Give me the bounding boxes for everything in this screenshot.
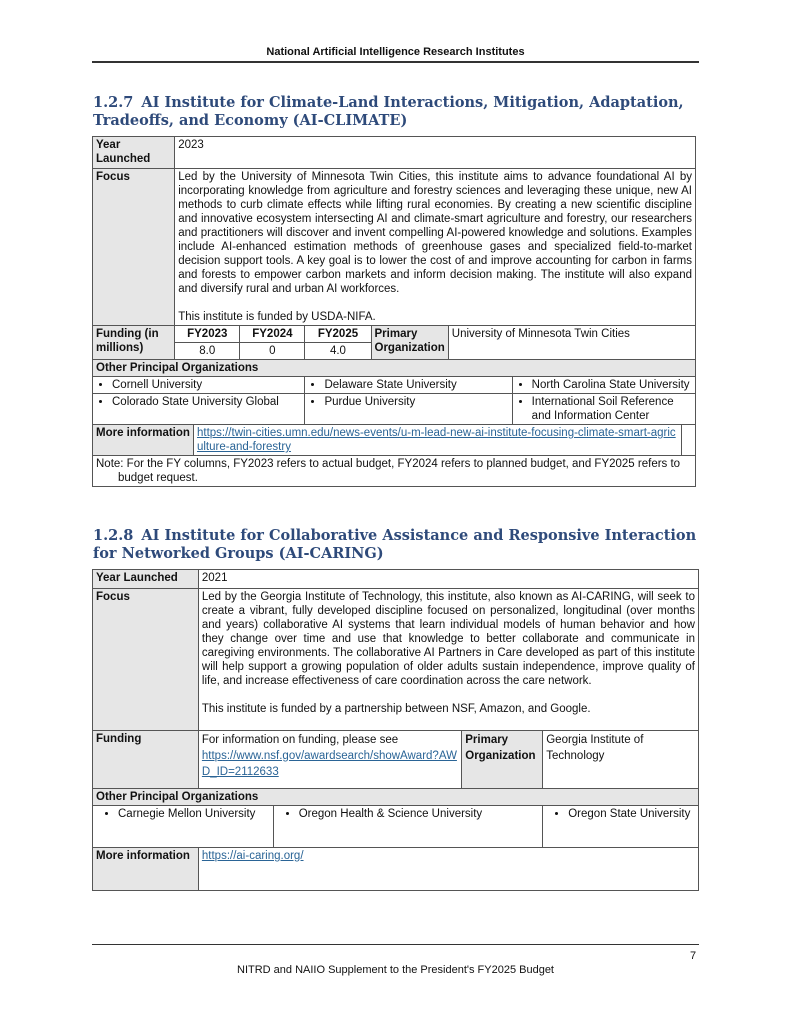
fy-header-2023: FY2023 — [175, 326, 240, 343]
focus-funded: This institute is funded by USDA-NIFA. — [178, 311, 376, 323]
org-isric: • International Soil Reference and Information Center — [532, 395, 692, 423]
footer-rule — [92, 944, 699, 945]
more-info-link[interactable]: https://ai-caring.org/ — [201, 850, 304, 862]
org-nc-state: • North Carolina State University — [532, 378, 692, 392]
fy-value-2025: 4.0 — [305, 343, 371, 360]
org-cell — [93, 394, 305, 425]
focus-text: Led by the University of Minnesota Twin Cities, this institute aims to advance foundational AI by incorporating knowledge from agriculture and forestry sciences and leveraging these unique, new AI methods to curb climate effects while lifting rural economies. By creating a new scientific discipline and innovative ecosystem intersecting AI and climate-smart agriculture and forestry, our researchers and practitioners will discover and invent compelling AI-powered knowledge and solutions. Examples include AI-enhanced estimation methods of greenhouse gases and specialized field-to-market decision support tools. A key goal is to lower the cost of and improve accounting for carbon in farms and forests to empower carbon markets and inform decision making. The institute will also expand and diversify rural and urban AI workforces. — [178, 171, 692, 295]
org-cell — [305, 394, 512, 425]
org-cell — [512, 394, 695, 425]
year-launched-value: 2023 — [175, 137, 696, 169]
org-ohsu: • Oregon Health & Science University — [299, 807, 540, 821]
note-cell — [93, 456, 696, 487]
org-cell — [305, 377, 512, 394]
other-orgs-label: Other Principal Organizations — [93, 789, 699, 806]
org-purdue: • Purdue University — [324, 395, 508, 409]
org-cell — [512, 377, 695, 394]
primary-org-label: Primary Organization — [462, 731, 543, 789]
funding-cell — [198, 731, 461, 789]
funding-link[interactable]: https://www.nsf.gov/awardsearch/showAward?AWD_ID=2112633 — [201, 750, 457, 778]
section-1-number: 1.2.7 — [93, 94, 134, 111]
section-2-number: 1.2.8 — [93, 527, 134, 544]
org-cell — [93, 377, 305, 394]
header-rule — [92, 61, 699, 63]
focus-text: Led by the Georgia Institute of Technology, this institute, also known as AI-CARING, will seek to create a vibrant, fully developed discipline focused on personalized, longitudinal (over months and years) collaborative AI systems that learn individual models of human behavior and how they change over time and use that knowledge to better collaborate and communicate in caregiving environments. The collaborative AI Partners in Care developed as part of this institute will help support a growing population of older adults sustain independence, improve quality of life, and increase effectiveness of care coordination across the care network. — [201, 591, 695, 687]
org-cornell: • Cornell University — [112, 378, 301, 392]
org-carnegie-mellon: • Carnegie Mellon University — [118, 807, 270, 821]
section-1-title: AI Institute for Climate-Land Interactions, Mitigation, Adaptation, Tradeoffs, and Economy (AI-CLIMATE) — [93, 94, 684, 129]
year-launched-value: 2021 — [198, 570, 698, 589]
org-colorado-state-global: • Colorado State University Global — [112, 395, 301, 409]
more-info-link[interactable]: https://twin-cities.umn.edu/news-events/u-m-lead-new-ai-institute-focusing-climate-smart-agriculture-and-forestry — [196, 427, 676, 453]
more-info-cell — [193, 425, 681, 456]
focus-cell — [198, 589, 698, 731]
section-2-heading — [93, 527, 703, 563]
fy-header-2025: FY2025 — [305, 326, 371, 343]
primary-org-value: University of Minnesota Twin Cities — [448, 326, 695, 360]
org-delaware-state: • Delaware State University — [324, 378, 508, 392]
org-cell — [273, 806, 543, 848]
fy-value-2023: 8.0 — [175, 343, 240, 360]
more-info-label: More information — [93, 425, 194, 456]
year-launched-label: Year Launched — [93, 137, 175, 169]
funding-text: For information on funding, please see — [201, 734, 399, 746]
section-1-heading — [93, 94, 703, 130]
focus-label: Focus — [93, 169, 175, 326]
other-orgs-label: Other Principal Organizations — [93, 360, 696, 377]
page-number: 7 — [690, 950, 697, 962]
page-footer: NITRD and NAIIO Supplement to the President's FY2025 Budget — [237, 964, 554, 976]
budget-note: Note: For the FY columns, FY2023 refers to actual budget, FY2024 refers to planned budget, and FY2025 refers to budget request. — [96, 458, 681, 484]
focus-cell — [175, 169, 696, 326]
more-info-spacer — [682, 425, 696, 456]
org-cell — [543, 806, 699, 848]
funding-label: Funding — [93, 731, 199, 789]
funding-label: Funding (in millions) — [93, 326, 175, 360]
section-2-title: AI Institute for Collaborative Assistance and Responsive Interaction for Networked Groups (AI-CARING) — [93, 527, 697, 562]
more-info-cell — [198, 848, 698, 891]
year-launched-label: Year Launched — [93, 570, 199, 589]
focus-funded: This institute is funded by a partnership between NSF, Amazon, and Google. — [201, 703, 591, 715]
ai-climate-table — [92, 136, 696, 487]
org-cell — [93, 806, 274, 848]
ai-caring-table — [92, 569, 699, 891]
primary-org-label: Primary Organization — [371, 326, 448, 360]
fy-value-2024: 0 — [240, 343, 305, 360]
primary-org-value: Georgia Institute of Technology — [543, 731, 699, 789]
org-oregon-state: • Oregon State University — [568, 807, 695, 821]
more-info-label: More information — [93, 848, 199, 891]
fy-header-2024: FY2024 — [240, 326, 305, 343]
focus-label: Focus — [93, 589, 199, 731]
page-header: National Artificial Intelligence Research Institutes — [266, 46, 525, 58]
